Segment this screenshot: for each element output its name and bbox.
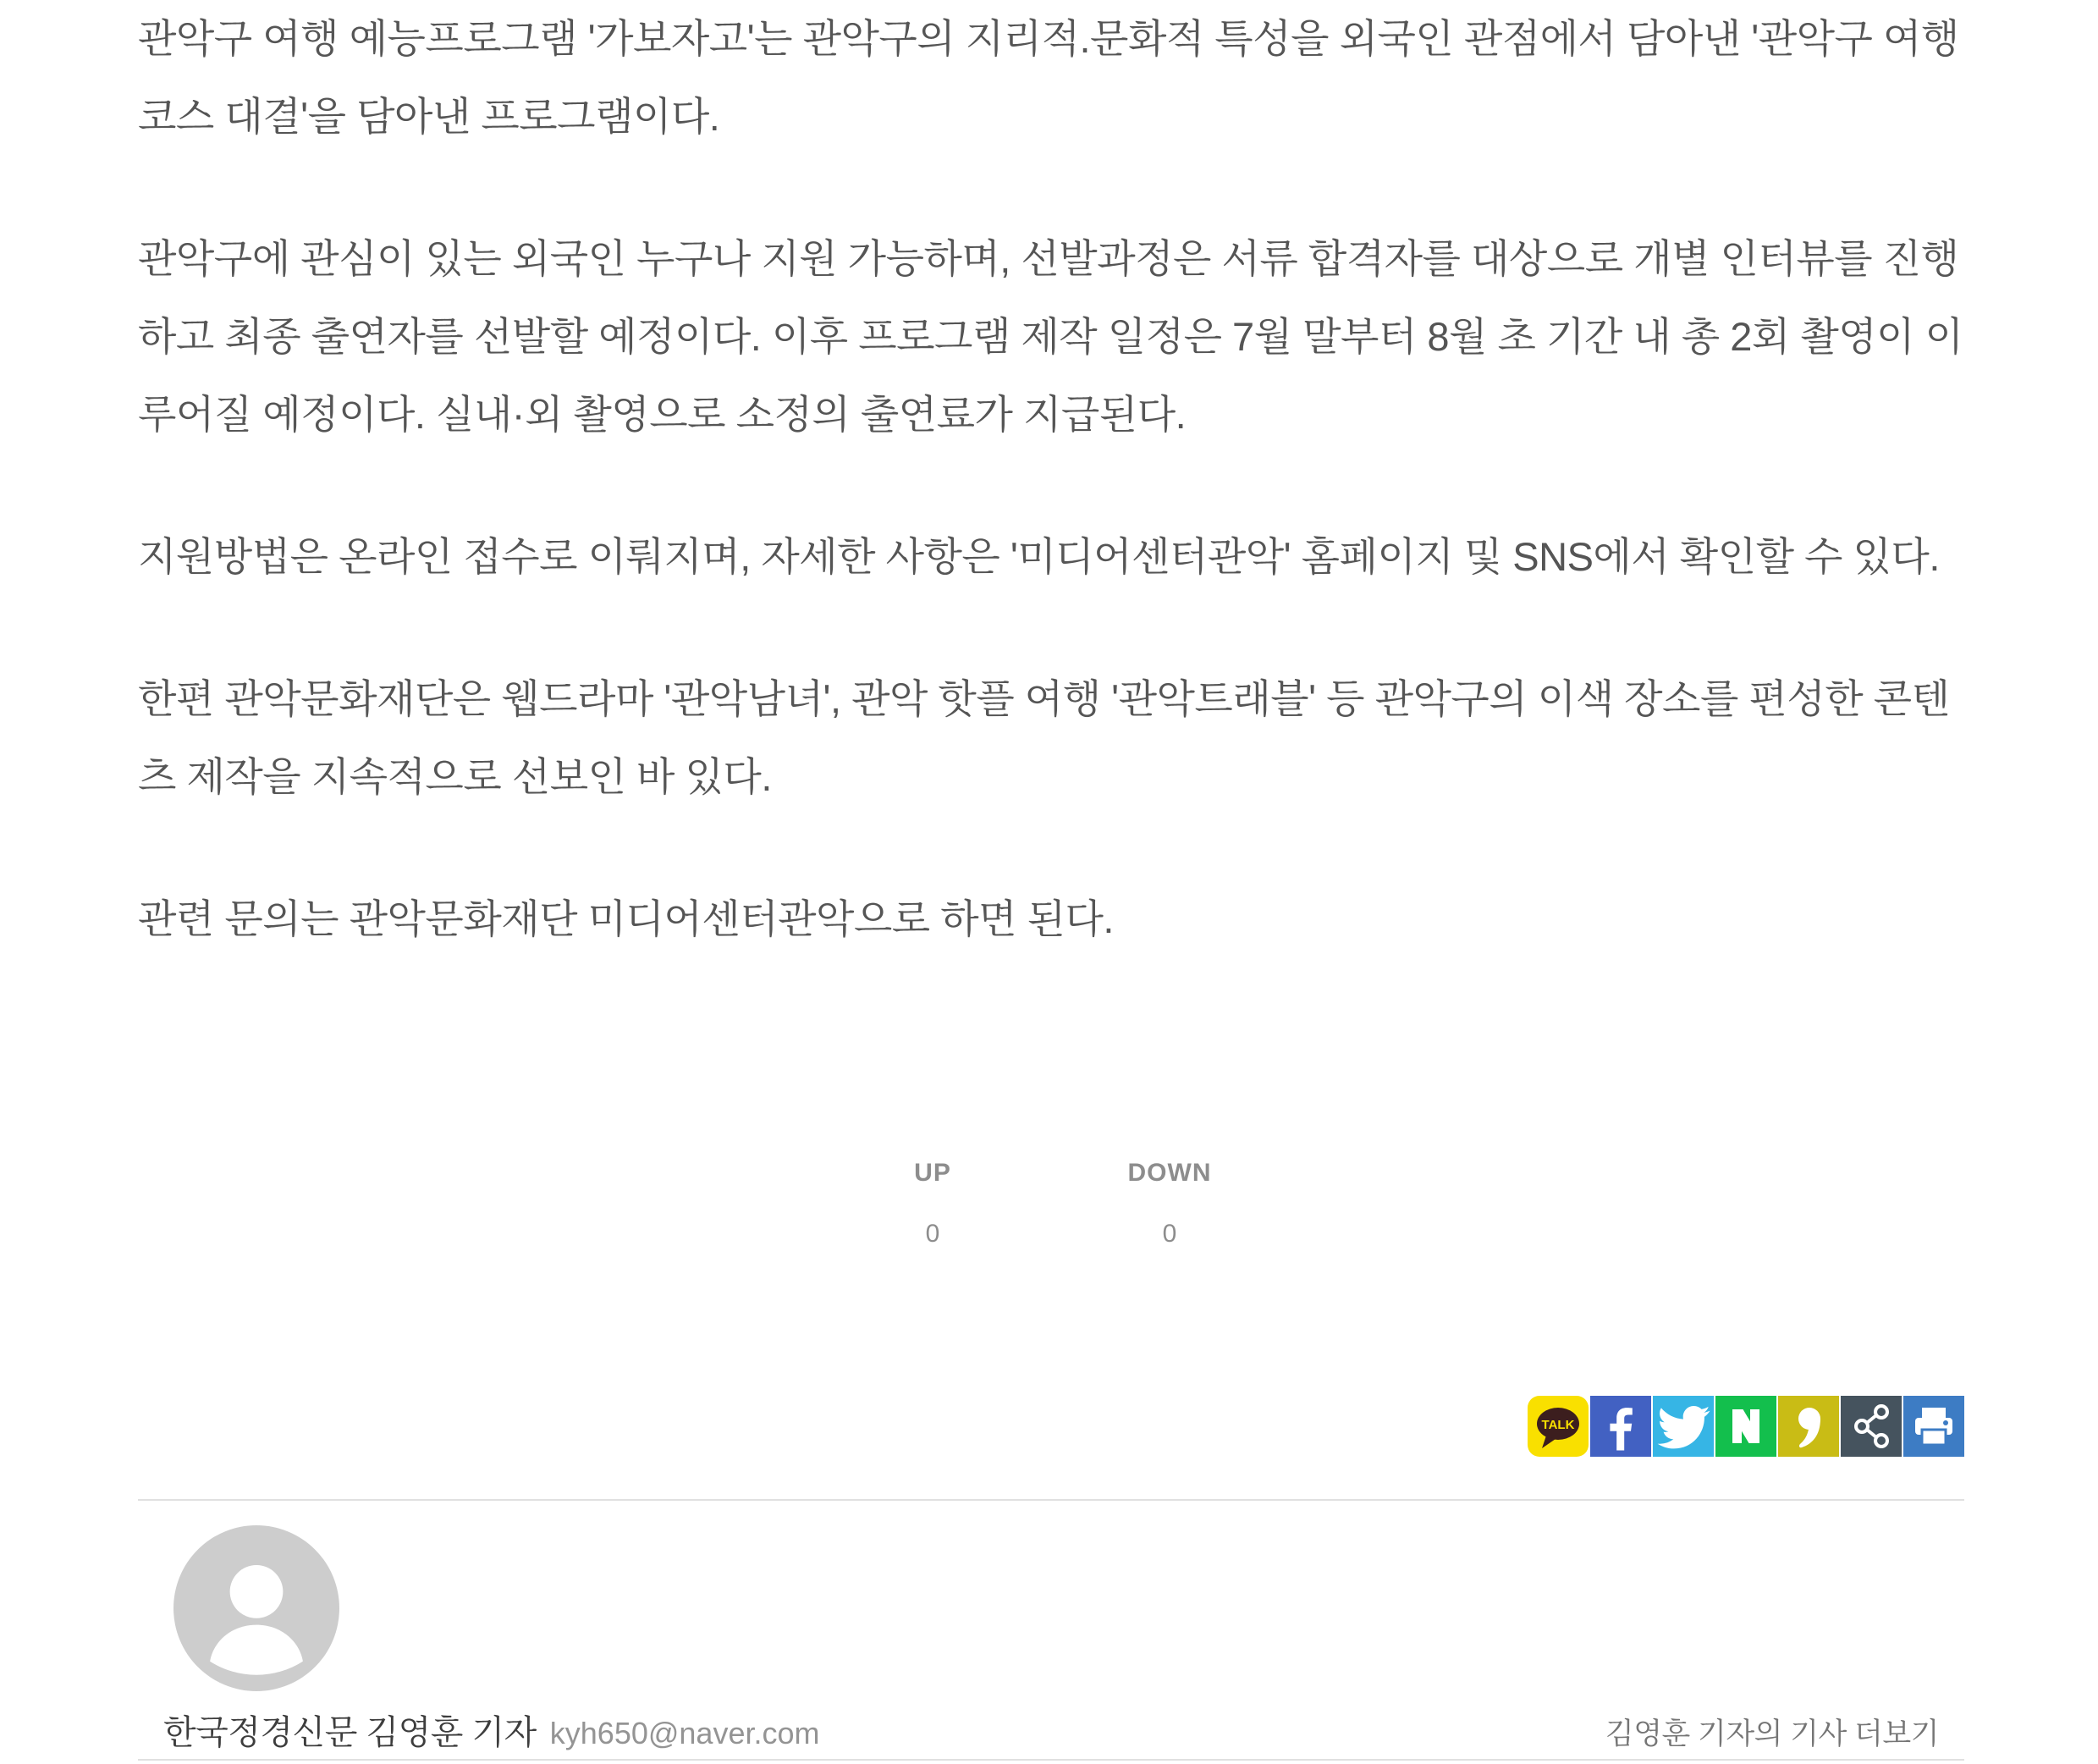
vote-up-label: UP: [914, 1159, 951, 1187]
reporter-byline: [163, 1706, 820, 1754]
share-nodes-icon: [1841, 1396, 1902, 1457]
svg-text:TALK: TALK: [1541, 1418, 1575, 1432]
twitter-icon: [1653, 1396, 1714, 1457]
article-paragraph: 관련 문의는 관악문화재단 미디어센터관악으로 하면 된다.: [138, 896, 1114, 941]
share-print-button[interactable]: [1903, 1396, 1964, 1457]
reporter-name: 한국정경신문 김영훈 기자: [163, 1714, 537, 1751]
vote-up-button[interactable]: [878, 1158, 988, 1249]
share-bar: [1528, 1396, 1964, 1457]
divider: [138, 1499, 1964, 1501]
reporter-email-link[interactable]: kyh650@naver.com: [549, 1716, 820, 1750]
article-content: [138, 0, 1964, 1764]
kakaostory-icon: [1778, 1396, 1839, 1457]
vote-down-label: DOWN: [1127, 1159, 1212, 1187]
share-more-button[interactable]: [1841, 1396, 1902, 1457]
reporter-byline-row: [163, 1706, 1939, 1754]
share-facebook-button[interactable]: [1590, 1396, 1651, 1457]
divider: [138, 1759, 1964, 1761]
vote-up-count: 0: [925, 1220, 940, 1248]
share-naver-button[interactable]: [1715, 1396, 1776, 1457]
naver-icon: [1715, 1396, 1776, 1457]
person-silhouette-icon: [173, 1525, 339, 1691]
article-paragraph: 관악구에 관심이 있는 외국인 누구나 지원 가능하며, 선발과정은 서류 합격자를 대상으로 개별 인터뷰를 진행하고 최종 출연자를 선발할 예정이다. 이후 프로그램 제작 일정은 7월 말부터 8월 초 기간 내 총 2회 촬영이 이루어질 예정이다. 실내·외 촬영으로 소정의 출연료가 지급된다.: [138, 236, 1963, 437]
share-kakaotalk-button[interactable]: [1528, 1396, 1589, 1457]
facebook-icon: [1590, 1396, 1651, 1457]
share-kakaostory-button[interactable]: [1778, 1396, 1839, 1457]
share-twitter-button[interactable]: [1653, 1396, 1714, 1457]
print-icon: [1903, 1396, 1964, 1457]
reporter-more-articles-link[interactable]: 김영훈 기자의 기사 더보기: [1605, 1717, 1939, 1750]
reporter-avatar: [173, 1525, 339, 1691]
kakaotalk-icon: [1528, 1396, 1589, 1457]
article-paragraph: 한편 관악문화재단은 웹드라마 '관악남녀', 관악 핫플 여행 '관악트래블' 등 관악구의 이색 장소를 편성한 콘텐츠 제작을 지속적으로 선보인 바 있다.: [138, 676, 1950, 799]
vote-section: [138, 1158, 1964, 1249]
article-paragraph: 관악구 여행 예능프로그램 '가보자고'는 관악구의 지리적.문화적 특성을 외국인 관점에서 담아낸 '관악구 여행 코스 대결'을 담아낸 프로그램이다.: [138, 16, 1959, 139]
article-paragraph: 지원방법은 온라인 접수로 이뤄지며, 자세한 사항은 '미디어센터관악' 홈페이지 및 SNS에서 확인할 수 있다.: [138, 534, 1940, 579]
vote-down-count: 0: [1162, 1220, 1177, 1248]
vote-down-button[interactable]: [1115, 1158, 1225, 1249]
